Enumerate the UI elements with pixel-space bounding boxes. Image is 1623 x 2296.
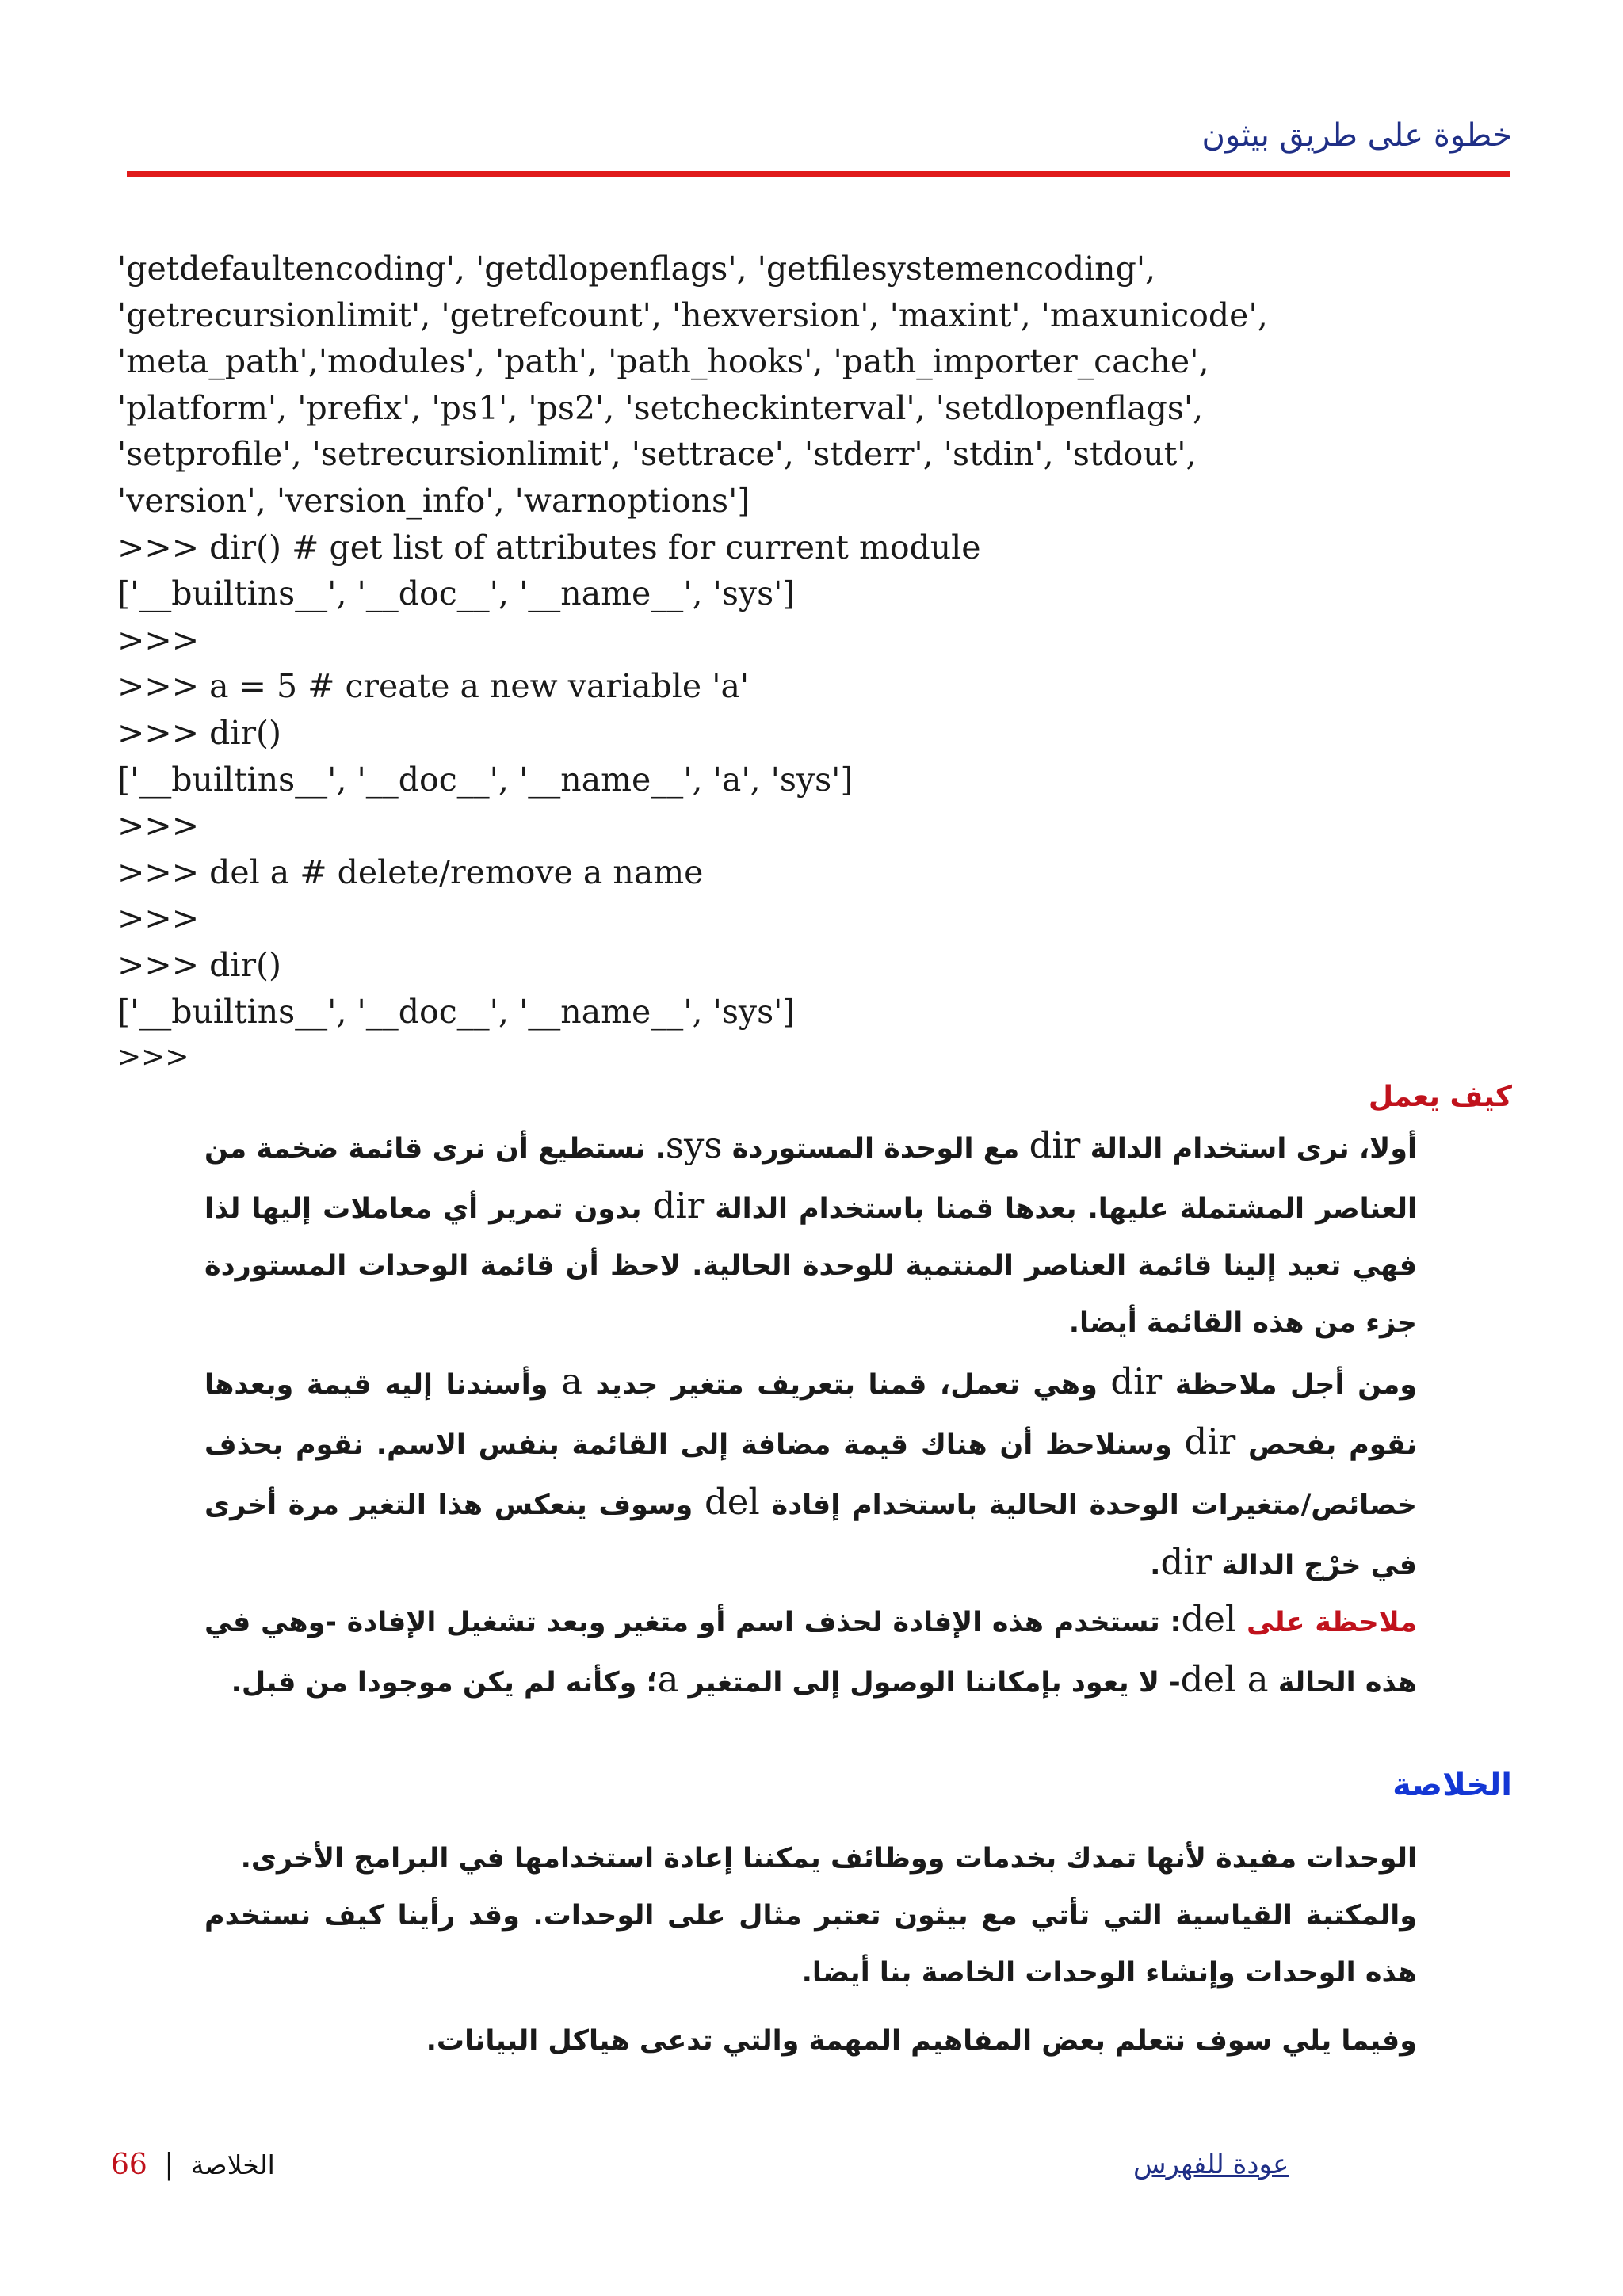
code-term: del a bbox=[1180, 1658, 1269, 1700]
text-run: ؛ وكأنه لم يكن موجودا من قبل. bbox=[231, 1667, 658, 1699]
code-term: dir bbox=[1184, 1421, 1236, 1463]
code-term: a bbox=[561, 1360, 582, 1402]
summary-paragraph-3: وفيما يلي سوف نتعلم بعض المفاهيم المهمة والتي تدعى هياكل البيانات. bbox=[426, 2025, 1417, 2057]
text-run: . نستطيع أن نرى قائمة ضخمة من العناصر المشتملة عليها. بعدها قمنا باستخدام الدالة bbox=[204, 1133, 1417, 1225]
code-line: ['__builtins__', '__doc__', '__name__', 'sys'] bbox=[117, 992, 796, 1031]
code-term: sys bbox=[665, 1124, 723, 1166]
code-term: dir bbox=[1160, 1541, 1212, 1583]
code-listing bbox=[117, 246, 1480, 1081]
summary-paragraph-1: الوحدات مفيدة لأنها تمدك بخدمات ووظائف يمكننا إعادة استخدامها في البرامج الأخرى. bbox=[240, 1843, 1417, 1875]
code-term: del bbox=[1181, 1598, 1237, 1640]
code-line: >>> bbox=[117, 899, 200, 938]
code-line: ['__builtins__', '__doc__', '__name__', 'a', 'sys'] bbox=[117, 760, 854, 799]
code-term: dir bbox=[652, 1184, 705, 1226]
code-line: 'setprofile', 'setrecursionlimit', 'settrace', 'stderr', 'stdin', 'stdout', bbox=[117, 435, 1197, 474]
code-line: >>> bbox=[117, 620, 200, 659]
how-it-works-paragraph-1 bbox=[204, 1117, 1417, 1352]
code-line: 'getrecursionlimit', 'getrefcount', 'hexversion', 'maxint', 'maxunicode', bbox=[117, 296, 1268, 334]
text-run: - لا يعود بإمكاننا الوصول إلى المتغير bbox=[678, 1667, 1181, 1699]
footer-section-label: الخلاصة bbox=[190, 2149, 275, 2180]
text-run: : تستخدم هذه الإفادة لحذف اسم أو متغير وبعد تشغيل الإفادة -وهي في هذه الحالة bbox=[204, 1607, 1417, 1699]
code-line: >>> del a # delete/remove a name bbox=[117, 852, 704, 891]
page-footer bbox=[111, 2149, 275, 2181]
code-term: dir bbox=[1110, 1360, 1163, 1402]
footer-separator: | bbox=[164, 2149, 174, 2181]
del-note-paragraph bbox=[204, 1591, 1417, 1711]
how-it-works-paragraph-2 bbox=[204, 1353, 1417, 1594]
code-line: 'meta_path','modules', 'path', 'path_hooks', 'path_importer_cache', bbox=[117, 342, 1209, 381]
summary-heading: الخلاصة bbox=[1392, 1767, 1512, 1803]
code-term: a bbox=[657, 1658, 679, 1700]
summary-paragraph-2: والمكتبة القياسية التي تأتي مع بيثون تعتبر مثال على الوحدات. وقد رأينا كيف نستخدم هذه الوحدات وإنشاء الوحدات الخاصة بنا أيضا. bbox=[204, 1900, 1417, 1989]
code-line: >>> dir() # get list of attributes for current module bbox=[117, 528, 981, 566]
text-run: مع الوحدة المستوردة bbox=[722, 1133, 1029, 1165]
code-term: dir bbox=[1029, 1124, 1081, 1166]
code-line: 'platform', 'prefix', 'ps1', 'ps2', 'setcheckinterval', 'setdlopenflags', bbox=[117, 388, 1204, 427]
code-line: 'getdefaultencoding', 'getdlopenflags', 'getfilesystemencoding', bbox=[117, 250, 1156, 288]
code-line: >>> bbox=[117, 1041, 189, 1074]
text-run: وسنلاحظ أن هناك قيمة مضافة إلى القائمة بنفس الاسم. نقوم بحذف خصائص/متغيرات الوحدة الحالية باستخدام إفادة bbox=[204, 1429, 1417, 1521]
page-number: 66 bbox=[111, 2149, 147, 2181]
code-term: del bbox=[704, 1481, 760, 1523]
code-line: >>> dir() bbox=[117, 713, 282, 752]
text-run: بدون تمرير أي معاملات إليها لذا فهي تعيد إلينا قائمة العناصر المنتمية للوحدة الحالية. لاحظ أن قائمة الوحدات المستوردة جزء من هذه القائمة أيضا. bbox=[204, 1193, 1417, 1339]
running-header-title: خطوة على طريق بيثون bbox=[1201, 117, 1512, 154]
code-line: >>> bbox=[117, 807, 200, 845]
code-line: ['__builtins__', '__doc__', '__name__', 'sys'] bbox=[117, 574, 796, 613]
text-run: . bbox=[1150, 1550, 1161, 1581]
text-run: ومن أجل ملاحظة bbox=[1162, 1369, 1418, 1401]
text-run: وأسندنا إليه قيمة وبعدها نقوم بفحص bbox=[204, 1369, 1418, 1461]
text-run: وسوف ينعكس هذا التغير مرة أخرى في خرْج الدالة bbox=[204, 1489, 1417, 1581]
note-label: ملاحظة على bbox=[1236, 1607, 1418, 1638]
text-run: أولا، نرى استخدام الدالة bbox=[1080, 1133, 1417, 1165]
back-to-index-link[interactable]: عودة للفهرس bbox=[1133, 2149, 1289, 2180]
how-it-works-heading: كيف يعمل bbox=[1368, 1081, 1512, 1113]
code-line: >>> a = 5 # create a new variable 'a' bbox=[117, 667, 750, 706]
code-line: >>> dir() bbox=[117, 945, 282, 984]
text-run: وهي تعمل، قمنا بتعريف متغير جديد bbox=[582, 1369, 1111, 1401]
code-line: 'version', 'version_info', 'warnoptions'] bbox=[117, 481, 750, 520]
header-divider bbox=[127, 171, 1510, 177]
